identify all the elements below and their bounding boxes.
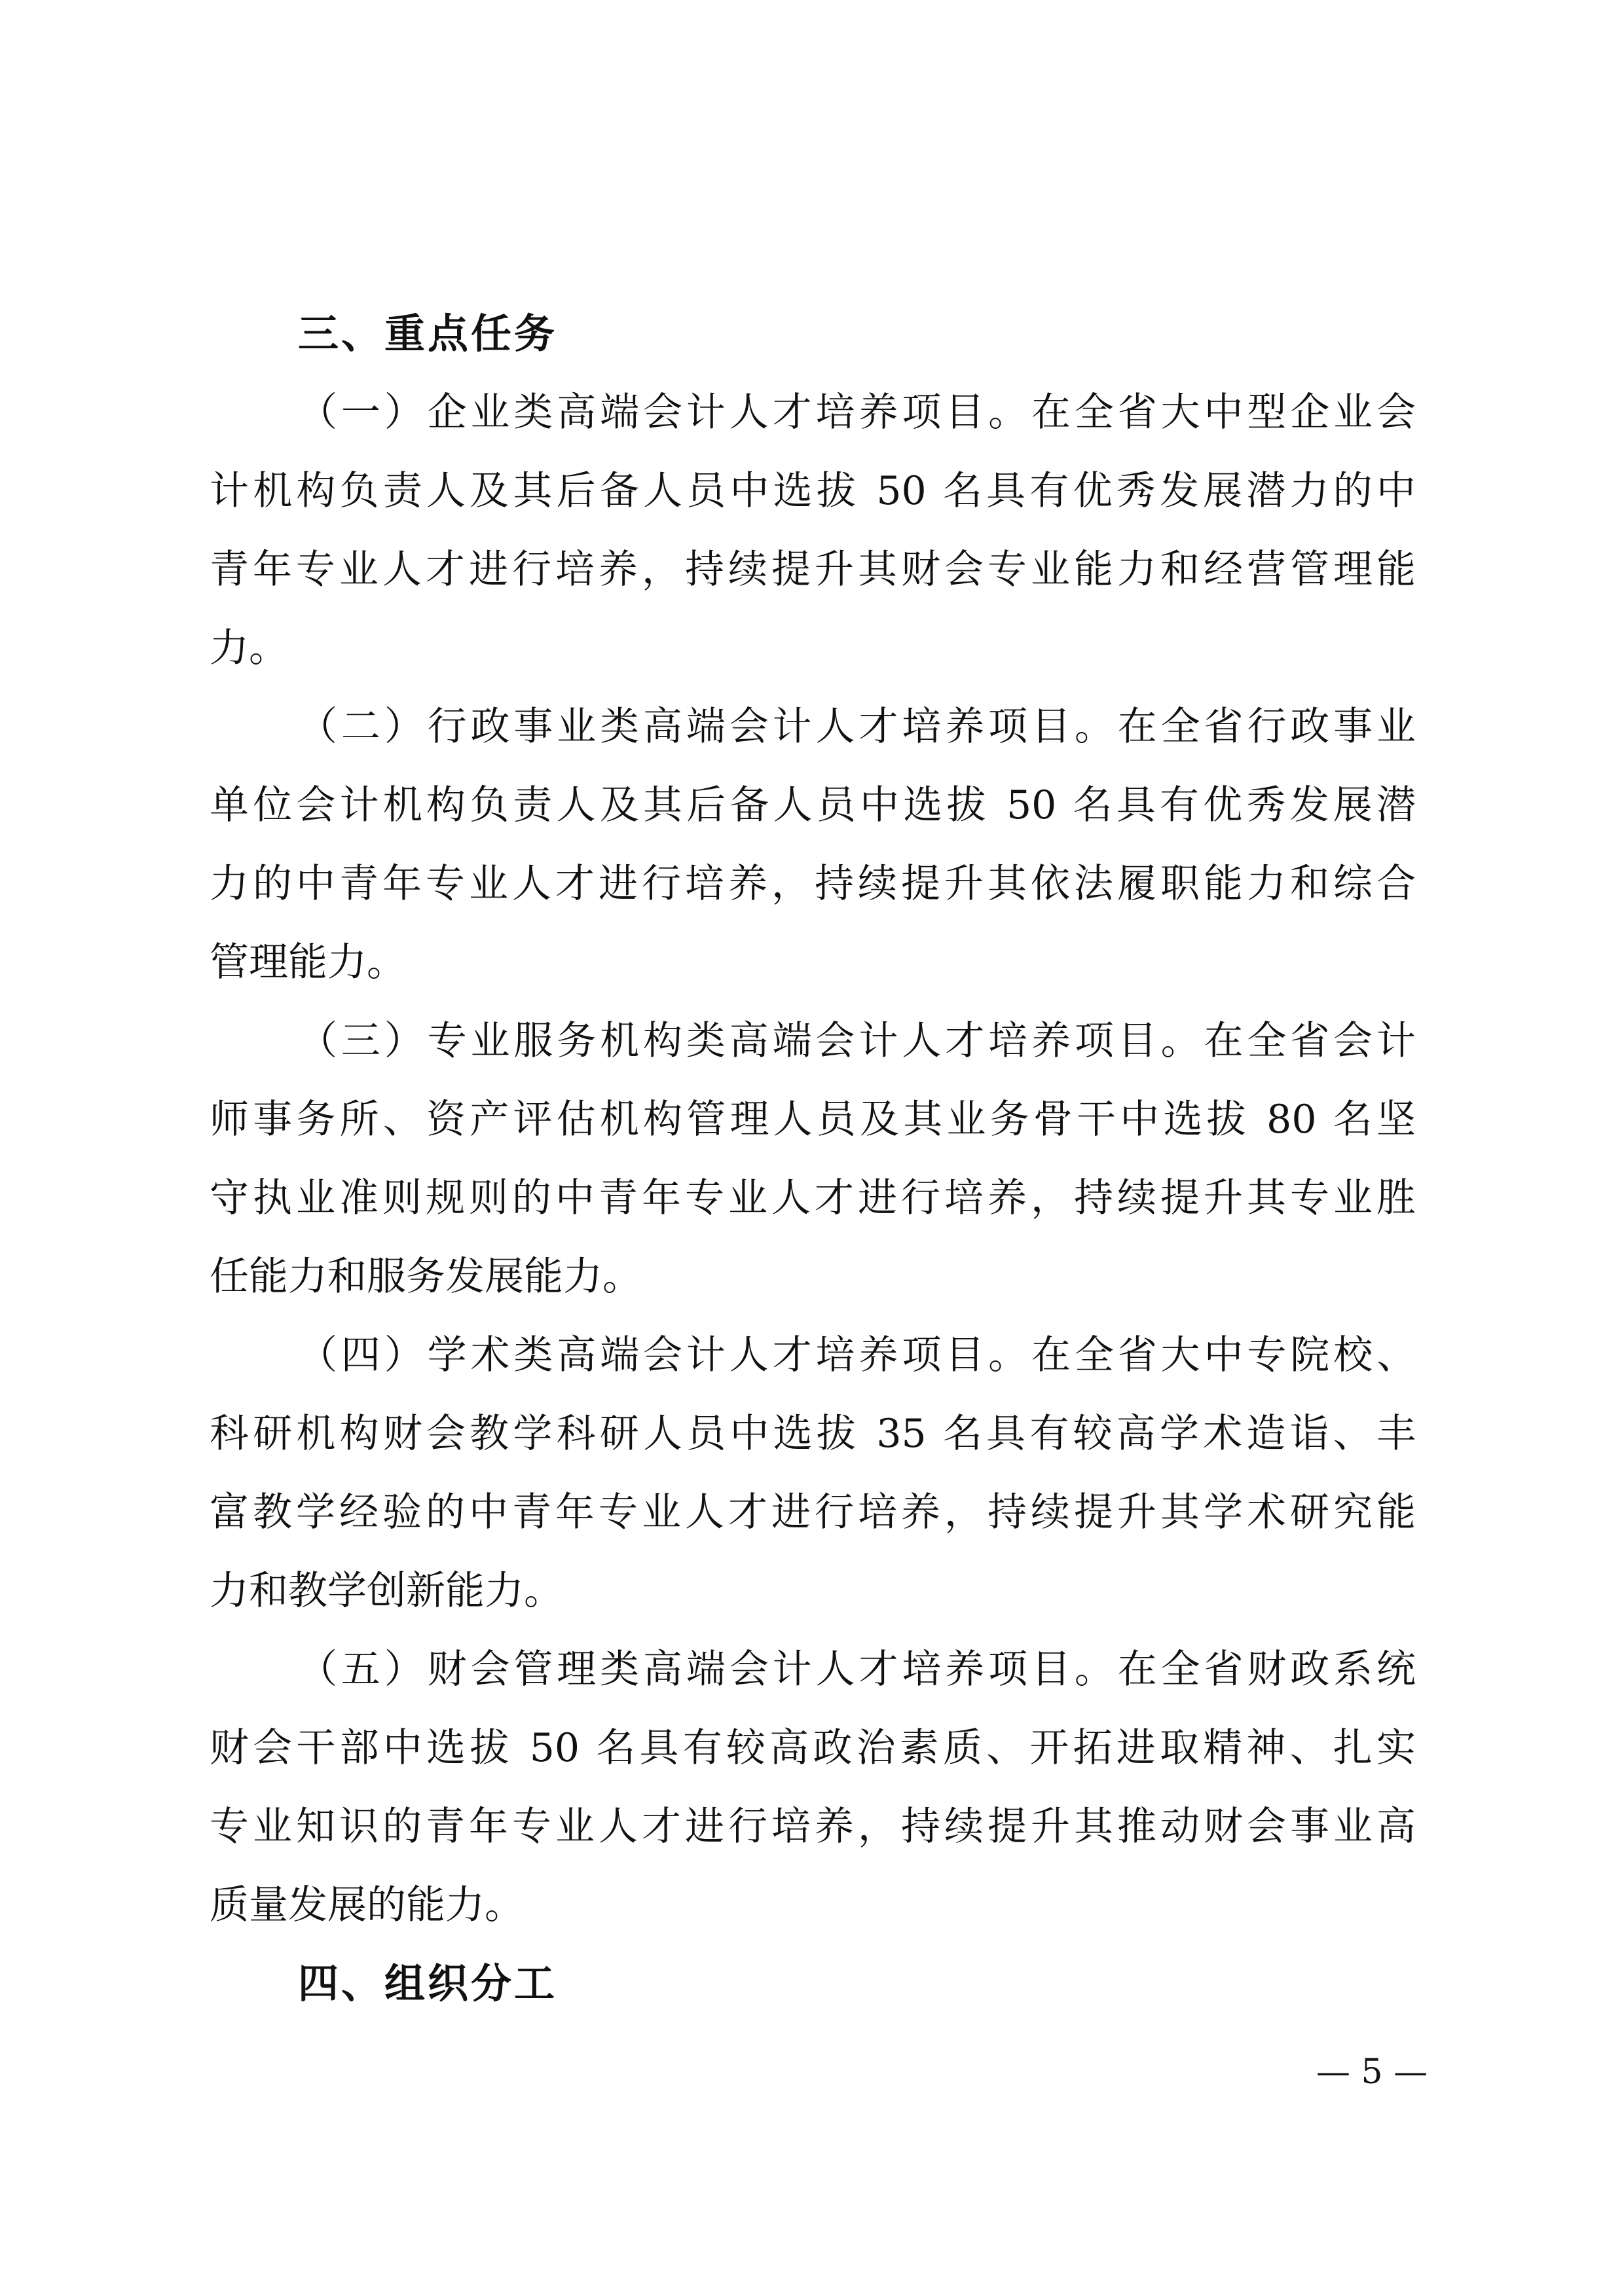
section-heading-4: 四、组织分工 xyxy=(298,1959,558,2007)
paragraph-5-line-3: 专业知识的青年专业人才进行培养，持续提升其推动财会事业高 xyxy=(210,1804,1416,1850)
paragraph-2-line-1: （二）行政事业类高端会计人才培养项目。在全省行政事业 xyxy=(298,704,1416,750)
paragraph-4-line-2: 科研机构财会教学科研人员中选拔 35 名具有较高学术造诣、丰 xyxy=(210,1411,1416,1457)
paragraph-2-line-3: 力的中青年专业人才进行培养，持续提升其依法履职能力和综合 xyxy=(210,861,1416,907)
page-number: — 5 — xyxy=(1316,2052,1428,2092)
paragraph-3-line-4: 任能力和服务发展能力。 xyxy=(210,1254,642,1300)
paragraph-4-line-3: 富教学经验的中青年专业人才进行培养，持续提升其学术研究能 xyxy=(210,1489,1416,1535)
paragraph-5-line-4: 质量发展的能力。 xyxy=(210,1882,524,1928)
paragraph-1-line-4: 力。 xyxy=(210,625,288,671)
paragraph-1-line-3: 青年专业人才进行培养，持续提升其财会专业能力和经营管理能 xyxy=(210,547,1416,592)
section-heading-3: 三、重点任务 xyxy=(298,310,558,357)
paragraph-3-line-2: 师事务所、资产评估机构管理人员及其业务骨干中选拔 80 名坚 xyxy=(210,1097,1416,1142)
paragraph-4-line-4: 力和教学创新能力。 xyxy=(210,1568,563,1614)
paragraph-5-line-1: （五）财会管理类高端会计人才培养项目。在全省财政系统 xyxy=(298,1647,1416,1692)
paragraph-1-line-2: 计机构负责人及其后备人员中选拔 50 名具有优秀发展潜力的中 xyxy=(210,468,1416,514)
paragraph-2-line-2: 单位会计机构负责人及其后备人员中选拔 50 名具有优秀发展潜 xyxy=(210,782,1416,828)
paragraph-3-line-1: （三）专业服务机构类高端会计人才培养项目。在全省会计 xyxy=(298,1018,1416,1064)
paragraph-5-line-2: 财会干部中选拔 50 名具有较高政治素质、开拓进取精神、扎实 xyxy=(210,1725,1416,1771)
paragraph-2-line-4: 管理能力。 xyxy=(210,939,406,985)
paragraph-3-line-3: 守执业准则规则的中青年专业人才进行培养，持续提升其专业胜 xyxy=(210,1175,1416,1221)
paragraph-4-line-1: （四）学术类高端会计人才培养项目。在全省大中专院校、 xyxy=(298,1332,1416,1378)
paragraph-1-line-1: （一）企业类高端会计人才培养项目。在全省大中型企业会 xyxy=(298,390,1416,435)
